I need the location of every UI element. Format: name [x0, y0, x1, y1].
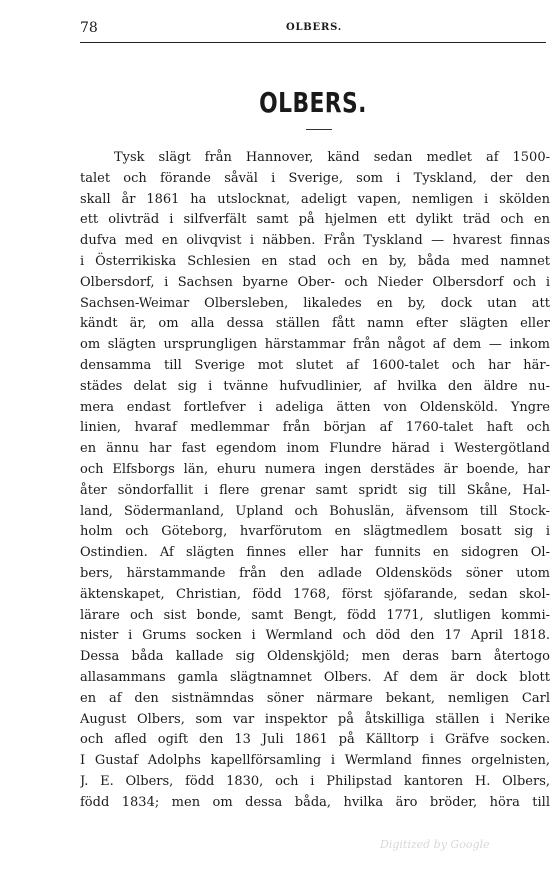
- chapter-title: OLBERS.: [259, 86, 367, 119]
- body-text: [80, 148, 550, 814]
- text-line: en af den sistnämndas söner närmare bekant, nemligen Carl: [80, 690, 550, 706]
- text-line: åter söndorfallit i flere grenar samt spridt sig till Skåne, Hal-: [80, 482, 550, 498]
- text-line: Olbersdorf, i Sachsen byarne Ober- och Nieder Olbersdorf och i: [80, 274, 550, 290]
- text-line: skall år 1861 ha utslocknat, adeligt vapen, nemligen i skölden: [80, 191, 550, 207]
- text-line: nister i Grums socken i Wermland och död den 17 April 1818.: [80, 628, 550, 644]
- text-line: städes delat sig i tvänne hufvudlinier, af hvilka den äldre nu-: [80, 378, 550, 394]
- text-line: lärare och sist bonde, samt Bengt, född 1771, slutligen kommi-: [80, 607, 550, 623]
- text-line: äktenskapet, Christian, född 1768, först sjöfarande, sedan skol-: [80, 586, 550, 602]
- text-line: kändt är, om alla dessa ställen fått namn efter slägten eller: [80, 316, 550, 332]
- text-line: en ännu har fast egendom inom Flundre härad i Westergötland: [80, 441, 550, 457]
- text-line: densamma till Sverige mot slutet af 1600-talet och har här-: [80, 357, 550, 373]
- header-rule: [80, 42, 546, 43]
- text-line: i Österrikiska Schlesien en stad och en by, båda med namnet: [80, 253, 550, 269]
- text-line: I Gustaf Adolphs kapellförsamling i Wermland finnes orgelnisten,: [80, 753, 550, 769]
- running-head: [80, 18, 548, 40]
- text-line: Tysk slägt från Hannover, känd sedan medlet af 1500-: [114, 150, 550, 165]
- text-line: född 1834; men om dessa båda, hvilka äro bröder, höra till: [80, 794, 550, 810]
- text-line: om slägten ursprungligen härstammar från något af dem — inkom: [80, 337, 550, 353]
- text-line: linien, hvaraf medlemmar från början af 1760-talet haft och: [80, 420, 550, 436]
- text-line: och Elfsborgs län, ehuru numera ingen derstädes är boende, har: [80, 461, 550, 477]
- page-number: 78: [80, 20, 98, 36]
- text-line: Ostindien. Af slägten finnes eller har funnits en sidogren Ol-: [80, 545, 550, 561]
- text-line: August Olbers, som var inspektor på åtskilliga ställen i Nerike: [80, 711, 550, 727]
- text-line: dufva med en olivqvist i näbben. Från Tyskland — hvarest finnas: [80, 233, 550, 249]
- text-line: talet och förande såväl i Sverige, som i Tyskland, der den: [80, 170, 550, 186]
- text-line: J. E. Olbers, född 1830, och i Philipstad kantoren H. Olbers,: [80, 773, 550, 789]
- text-line: och afled ogift den 13 Juli 1861 på Källtorp i Gräfve socken.: [80, 732, 550, 748]
- text-line: mera endast fortlefver i adeliga ätten von Oldensköld. Yngre: [80, 399, 550, 415]
- text-line: Sachsen-Weimar Olbersleben, likaledes en by, dock utan att: [80, 295, 550, 311]
- text-line: ett olivträd i silfverfält samt på hjelmen ett dylikt träd och en: [80, 212, 550, 228]
- running-title: OLBERS.: [285, 22, 343, 33]
- text-line: land, Södermanland, Upland och Bohuslän, äfvensom till Stock-: [80, 503, 550, 519]
- text-line: bers, härstammande från den adlade Oldensköds söner utom: [80, 565, 550, 581]
- title-rule: [306, 129, 332, 130]
- text-line: allasammans gamla slägtnamnet Olbers. Af dem är dock blott: [80, 669, 550, 685]
- text-line: Dessa båda kallade sig Oldenskjöld; men deras barn återtogo: [80, 649, 550, 665]
- digitization-watermark: Digitized by Google: [380, 838, 490, 851]
- text-line: holm och Göteborg, hvarförutom en slägtmedlem bosatt sig i: [80, 524, 550, 540]
